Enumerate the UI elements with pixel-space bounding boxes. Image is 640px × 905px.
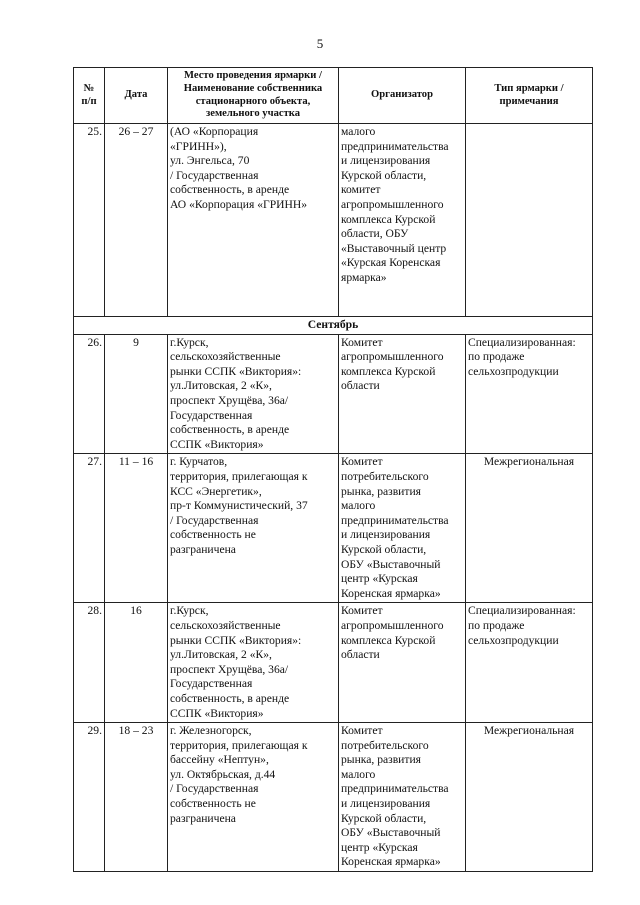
row-num: 28. bbox=[74, 603, 105, 723]
header-date: Дата bbox=[105, 68, 168, 124]
row-organizer: малого предпринимательства и лицензирования Курской области, комитет агропромышленного комплекса Курской области, ОБУ «Выставочный центр «Курская Коренская ярмарка» bbox=[339, 124, 466, 317]
row-place: г. Железногорск, территория, прилегающая к бассейну «Нептун», ул. Октябрьская, д.44 / Государственная собственность не разграничена bbox=[168, 723, 339, 872]
table-row-29 bbox=[74, 723, 593, 872]
row-place: (АО «Корпорация «ГРИНН»), ул. Энгельса, 70 / Государственная собственность, в аренде АО «Корпорация «ГРИНН» bbox=[168, 124, 339, 317]
row-organizer: Комитет агропромышленного комплекса Курской области bbox=[339, 334, 466, 454]
row-num: 26. bbox=[74, 334, 105, 454]
header-organizer: Организатор bbox=[339, 68, 466, 124]
row-fair-type: Специализированная: по продаже сельхозпродукции bbox=[466, 334, 593, 454]
row-fair-type: Специализированная: по продаже сельхозпродукции bbox=[466, 603, 593, 723]
header-place: Место проведения ярмарки / Наименование собственника стационарного объекта, земельного участка bbox=[168, 68, 339, 124]
section-label: Сентябрь bbox=[74, 317, 593, 335]
row-place: г.Курск, сельскохозяйственные рынки ССПК «Виктория»: ул.Литовская, 2 «К», проспект Хрущёва, 36а/ Государственная собственность, в аренде ССПК «Виктория» bbox=[168, 603, 339, 723]
row-fair-type bbox=[466, 124, 593, 317]
row-num: 25. bbox=[74, 124, 105, 317]
row-date: 16 bbox=[105, 603, 168, 723]
row-num: 27. bbox=[74, 454, 105, 603]
row-organizer: Комитет потребительского рынка, развития малого предпринимательства и лицензирования Курской области, ОБУ «Выставочный центр «Курская Коренская ярмарка» bbox=[339, 454, 466, 603]
row-organizer: Комитет потребительского рынка, развития малого предпринимательства и лицензирования Курской области, ОБУ «Выставочный центр «Курская Коренская ярмарка» bbox=[339, 723, 466, 872]
table-row-28 bbox=[74, 603, 593, 723]
row-place: г. Курчатов, территория, прилегающая к КСС «Энергетик», пр-т Коммунистический, 37 / Государственная собственность не разграничена bbox=[168, 454, 339, 603]
row-date: 9 bbox=[105, 334, 168, 454]
fairs-table bbox=[73, 67, 593, 872]
row-num: 29. bbox=[74, 723, 105, 872]
section-row-september bbox=[74, 317, 593, 335]
page-number: 5 bbox=[316, 36, 324, 51]
header-fair-type: Тип ярмарки / примечания bbox=[466, 68, 593, 124]
table-row-25 bbox=[74, 124, 593, 317]
table-row-27 bbox=[74, 454, 593, 603]
row-fair-type: Межрегиональная bbox=[466, 454, 593, 603]
header-num: № п/п bbox=[74, 68, 105, 124]
table-header-row bbox=[74, 68, 593, 124]
row-date: 26 – 27 bbox=[105, 124, 168, 317]
row-place: г.Курск, сельскохозяйственные рынки ССПК «Виктория»: ул.Литовская, 2 «К», проспект Хрущёва, 36а/ Государственная собственность, в аренде ССПК «Виктория» bbox=[168, 334, 339, 454]
row-organizer: Комитет агропромышленного комплекса Курской области bbox=[339, 603, 466, 723]
row-date: 11 – 16 bbox=[105, 454, 168, 603]
row-fair-type: Межрегиональная bbox=[466, 723, 593, 872]
table-row-26 bbox=[74, 334, 593, 454]
row-date: 18 – 23 bbox=[105, 723, 168, 872]
